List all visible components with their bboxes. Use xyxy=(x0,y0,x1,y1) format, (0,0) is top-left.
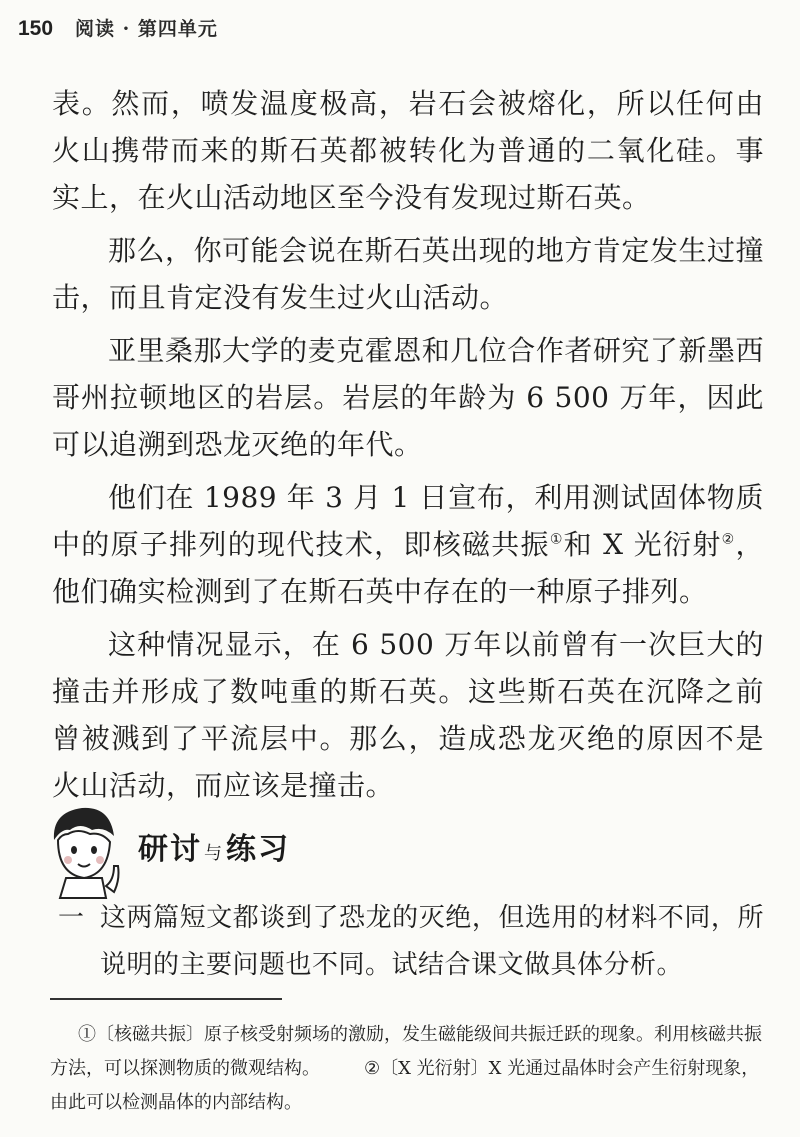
running-head: 阅读 · 第四单元 xyxy=(75,18,218,40)
page-header xyxy=(18,14,218,54)
paragraph: 那么，你可能会说在斯石英出现的地方肯定发生过撞击，而且肯定没有发生过火山活动。 xyxy=(52,234,764,314)
paragraph: 这种情况显示，在 6 500 万年以前曾有一次巨大的撞击并形成了数吨重的斯石英。这些斯石英在沉降之前曾被溅到了平流层中。那么，造成恐龙灭绝的原因不是火山活动，而应该是撞击。 xyxy=(52,628,764,802)
paragraph-text: ，他们确实检测到了在斯石英中存在的一种原子排列。 xyxy=(52,528,764,608)
paragraph: 亚里桑那大学的麦克霍恩和几位合作者研究了新墨西哥州拉顿地区的岩层。岩层的年龄为 6 500 万年，因此可以追溯到恐龙灭绝的年代。 xyxy=(52,334,764,461)
footnote-mark-1[interactable]: ① xyxy=(549,531,564,548)
footnote-divider xyxy=(50,998,282,1000)
footnote-mark-2[interactable]: ② xyxy=(721,531,736,548)
student-mascot-icon xyxy=(44,800,124,900)
paragraph xyxy=(52,474,764,615)
paragraph: 表。然而，喷发温度极高，岩石会被熔化，所以任何由火山携带而来的斯石英都被转化为普通的二氧化硅。事实上，在火山活动地区至今没有发现过斯石英。 xyxy=(52,87,764,214)
question-text: 这两篇短文都谈到了恐龙的灭绝，但选用的材料不同，所说明的主要问题也不同。试结合课文做具体分析。 xyxy=(100,903,764,980)
page-number: 150 xyxy=(18,17,54,40)
footnotes xyxy=(50,1018,764,1120)
footnote-1: ①〔核磁共振〕原子核受射频场的激励，发生磁能级间共振迁跃的现象。利用核磁共振方法，可以探测物质的微观结构。 xyxy=(50,1024,762,1079)
exercise-question xyxy=(52,895,764,989)
exercise-section-header xyxy=(44,800,764,900)
paragraph-text: 和 X 光衍射 xyxy=(563,528,722,561)
article-body xyxy=(52,80,764,815)
footnote-2: ②〔X 光衍射〕X 光通过晶体时会产生衍射现象，由此可以检测晶体的内部结构。 xyxy=(50,1058,760,1113)
exercise-title: 研讨 与练习 xyxy=(138,832,290,867)
paragraph-text: 他们在 1989 年 3 月 1 日宣布，利用测试固体物质中的原子排列的现代技术，即核磁共振 xyxy=(52,481,764,561)
footnotes-text xyxy=(50,1018,764,1120)
question-number: 一 xyxy=(58,903,85,933)
